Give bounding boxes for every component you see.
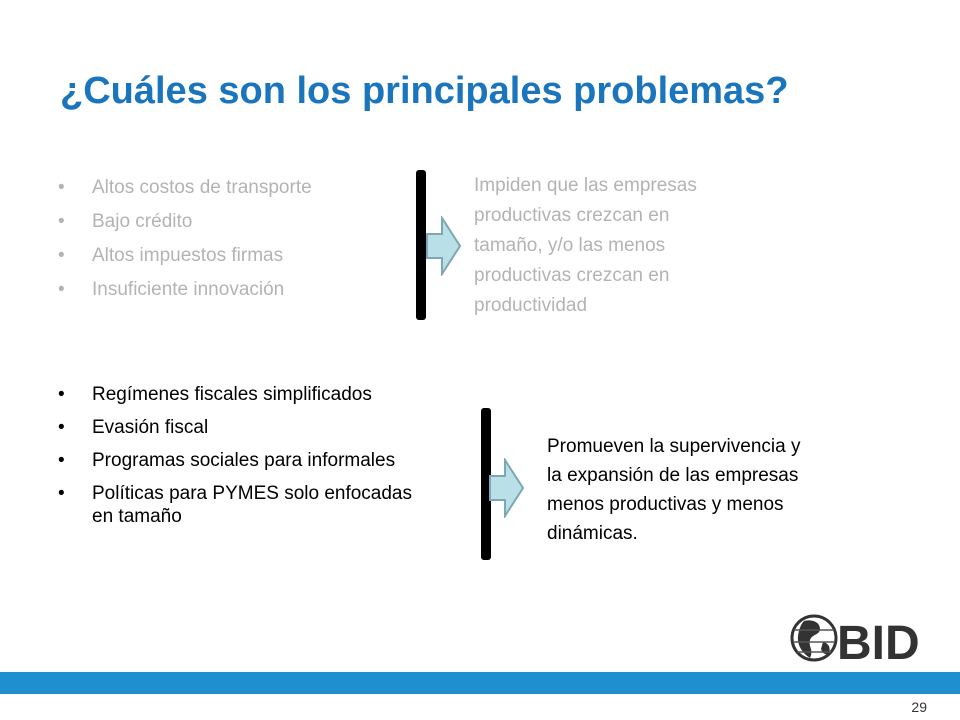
globe-icon — [792, 616, 836, 660]
page-number: 29 — [911, 699, 927, 715]
list-item: • Políticas para PYMES solo enfocadas en tamaño — [58, 482, 412, 528]
right-arrow-icon — [489, 458, 525, 518]
bid-logo — [790, 612, 928, 664]
right-arrow-icon — [426, 216, 462, 276]
list-item: • Insuficiente innovación — [58, 278, 312, 301]
result-text-1: Impiden que las empresas productivas crezcan en tamaño, y/o las menos productivas crezcan en productividad — [474, 175, 697, 316]
problem-list-2 — [58, 383, 412, 538]
result-text-2: Promueven la supervivencia y la expansión de las empresas menos productivas y menos dinámicas. — [547, 436, 801, 544]
list-item: • Programas sociales para informales — [58, 449, 412, 472]
list-item: • Altos impuestos firmas — [58, 244, 312, 267]
logo-text: BID — [837, 617, 920, 664]
problem-list-1 — [58, 176, 312, 312]
list-item: • Altos costos de transporte — [58, 176, 312, 199]
list-item: • Regímenes fiscales simplificados — [58, 383, 412, 406]
list-item: • Evasión fiscal — [58, 416, 412, 439]
footer-bar — [0, 672, 960, 694]
bracket-bar-1 — [416, 170, 426, 320]
slide-title: ¿Cuáles son los principales problemas? — [60, 70, 789, 112]
list-item: • Bajo crédito — [58, 210, 312, 233]
